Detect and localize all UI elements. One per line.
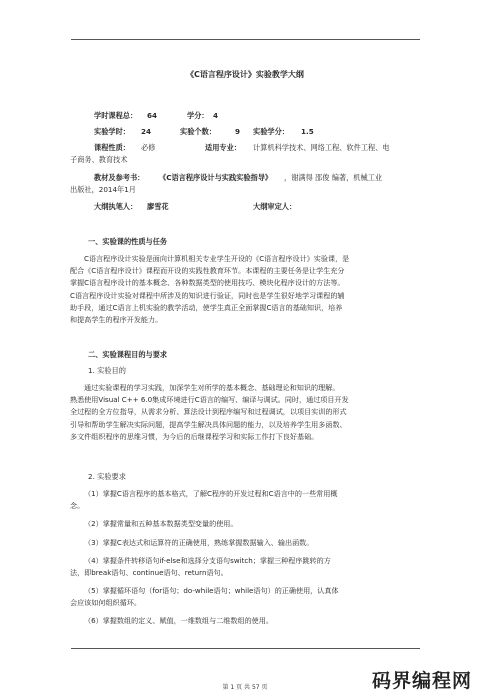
credit-value: 4: [213, 111, 219, 120]
purpose-line: 全过程的全方位指导，从需求分析、算法设计到程序编写和过程调试，以项目实训的形式: [70, 407, 347, 417]
requirement-item: [70, 518, 422, 530]
credit-label: 学分：: [187, 111, 209, 120]
course-nature-label: 课程性质：: [94, 143, 130, 152]
requirement-item: [70, 615, 422, 627]
purpose-subheading: 1. 实验目的: [88, 366, 126, 375]
requirement-item: [70, 488, 422, 513]
requirement-line: 念。: [70, 501, 85, 511]
lab-count-label: 实验个数：: [180, 127, 216, 136]
requirement-line: （2）掌握常量和五种基本数据类型变量的使用。: [84, 519, 238, 528]
course-nature-value: 必修: [141, 143, 156, 152]
purpose-line: 多文件组织程序的思维习惯，为今后的后继课程学习和实际工作打下良好基础。: [70, 431, 319, 441]
requirement-line: （4）掌握条件转移语句if-else和选择分支语句switch；掌握三种程序跳转的方: [84, 556, 331, 565]
purpose-line: 通过实验课程的学习实践，加深学生对所学的基本概念、基础理论和知识的理解。: [84, 383, 340, 392]
reviewer-label: 大纲审定人：: [253, 202, 297, 211]
purpose-line: 引导和帮助学生解决实际问题，提高学生解决具体问题的能力，以及培养学生用多函数、: [70, 419, 347, 429]
textbook-authors: ，谢满得 邵俊 编著，机械工业: [284, 173, 383, 182]
lab-credit-value: 1.5: [301, 127, 314, 136]
watermark: 码界编程网: [371, 670, 472, 692]
textbook-label: 教材及参考书：: [94, 173, 145, 182]
writer-label: 大纲执笔人：: [94, 202, 138, 211]
major-label: 适用专业：: [205, 143, 241, 152]
section1-paragraph: [70, 253, 422, 326]
requirements-subheading: 2. 实验要求: [88, 472, 126, 481]
textbook-title: 《C语言程序设计与实践实验指导》: [159, 173, 273, 182]
requirement-line: （1）掌握C语言程序的基本格式，了解C程序的开发过程和C语言中的一些常用概: [84, 489, 338, 498]
requirement-item: [70, 555, 422, 580]
requirement-item: [70, 585, 422, 610]
section1-line: 和提高学生的程序开发能力。: [70, 315, 163, 325]
footer-rule: [71, 648, 420, 649]
total-hours-label: 学时课程总：: [94, 111, 138, 120]
section1-line: C语言程序设计实验对课程中所涉及的知识进行验证，同时也是学生很好地学习课程的辅: [70, 290, 345, 300]
section2-heading: 二、实验课程目的与要求: [88, 350, 168, 359]
requirement-line: （3）掌握C表达式和运算符的正确使用，熟练掌握数据输入、输出函数。: [84, 538, 314, 547]
section1-heading: 一、实验课的性质与任务: [88, 237, 168, 246]
section1-line: 配合《C语言程序设计》课程而开设的实践性教育环节。本课程的主要任务是让学生充分: [70, 266, 345, 276]
header-rule: [71, 39, 420, 40]
writer-value: 廖雪花: [147, 202, 169, 211]
lab-hours-label: 实验学时：: [94, 127, 130, 136]
requirement-line: （6）掌握数组的定义、赋值，一维数组与二维数组的使用。: [84, 616, 273, 625]
lab-credit-label: 实验学分：: [253, 127, 289, 136]
requirement-item: [70, 537, 422, 549]
section1-line: 掌握C语言程序设计的基本概念、各种数据类型的使用技巧、模块化程序设计的方法等。: [70, 278, 345, 288]
major-value-line2: 子商务、教育技术: [70, 155, 128, 164]
requirement-line: 会应该如何组织循环。: [70, 598, 141, 608]
textbook-publisher: 出版社，2014年1月: [70, 185, 136, 194]
lab-count-value: 9: [235, 127, 241, 136]
document-title: 《C语言程序设计》实验教学大纲: [186, 70, 304, 79]
page-footer: 第 1 页 共 57 页: [222, 684, 268, 691]
purpose-paragraph: [70, 382, 422, 443]
total-hours-value: 64: [147, 111, 158, 120]
requirement-line: 法，即break语句、continue语句、return语句。: [70, 568, 228, 578]
section1-line: C语言程序设计实验是面向计算机相关专业学生开设的《C语言程序设计》实验课，是: [84, 254, 350, 263]
purpose-line: 熟悉使用Visual C++ 6.0集成环境进行C语言的编写、编译与调试。同时，通过项目开发: [70, 395, 349, 405]
major-value-line1: 计算机科学技术、网络工程、软件工程、电: [253, 143, 390, 152]
section1-line: 助手段，通过C语言上机实验的教学活动，使学生真正全面掌握C语言的基础知识，培养: [70, 302, 343, 312]
lab-hours-value: 24: [141, 127, 152, 136]
requirement-line: （5）掌握循环语句（for语句；do-while语句；while语句）的正确使用，认真体: [84, 586, 339, 595]
